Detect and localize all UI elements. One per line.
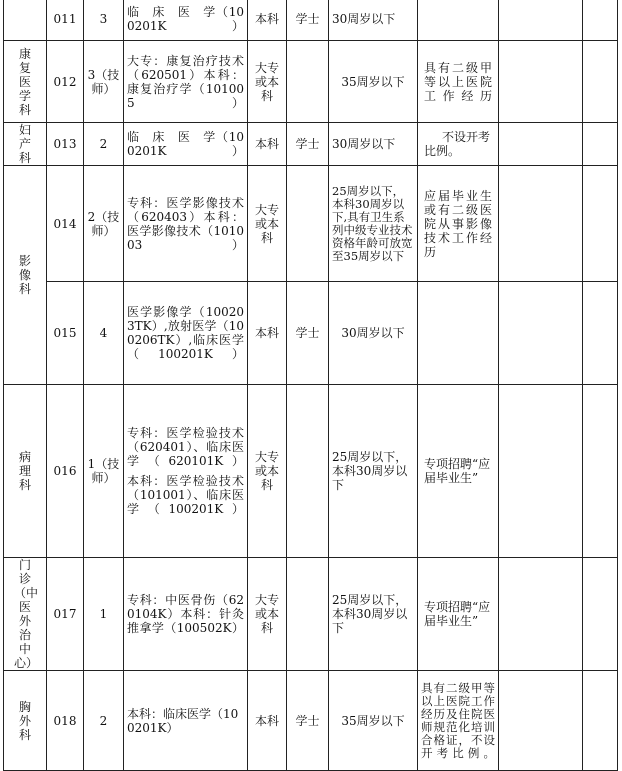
table-row xyxy=(4,671,618,771)
empty-cell xyxy=(583,558,618,671)
table-row xyxy=(4,385,618,558)
edu-cell: 大专或本科 xyxy=(248,166,287,282)
empty-cell xyxy=(499,166,583,282)
degree-cell: 学士 xyxy=(287,282,329,385)
empty-cell xyxy=(583,282,618,385)
count-cell: 2 xyxy=(84,671,124,771)
age-cell: 25周岁以下，本科30周岁以下,具有卫生系列中级专业技术资格年龄可放宽至35周岁以下 xyxy=(329,166,418,282)
age-cell: 25周岁以下，本科30周岁以下 xyxy=(329,385,418,558)
dept-cell: 影像科 xyxy=(4,166,47,385)
major-cell: 本科：临床医学（100201K） xyxy=(124,671,248,771)
other-cell: 专项招聘“应届毕业生” xyxy=(418,385,499,558)
dept-cell: 胸外科 xyxy=(4,671,47,771)
count-cell: 1（技师） xyxy=(84,385,124,558)
empty-cell xyxy=(499,671,583,771)
other-cell xyxy=(418,282,499,385)
other-cell: 具有二级甲等以上医院工作经历及住院医师规范化培训合格证，不设开考比例。 xyxy=(418,671,499,771)
table-row xyxy=(4,123,618,166)
age-cell: 30周岁以下 xyxy=(329,282,418,385)
code-cell: 011 xyxy=(47,0,84,41)
empty-cell xyxy=(499,385,583,558)
code-cell: 015 xyxy=(47,282,84,385)
edu-cell: 大专或本科 xyxy=(248,41,287,123)
dept-cell: 妇产科 xyxy=(4,123,47,166)
degree-cell xyxy=(287,166,329,282)
other-cell: 具有二级甲等以上医院工作经历 xyxy=(418,41,499,123)
major-cell: 临 床 医 学（100201K） xyxy=(124,123,248,166)
code-cell: 016 xyxy=(47,385,84,558)
age-cell: 35周岁以下 xyxy=(329,41,418,123)
count-cell: 2（技师） xyxy=(84,166,124,282)
empty-cell xyxy=(499,0,583,41)
dept-cell xyxy=(4,0,47,41)
count-cell: 3（技师） xyxy=(84,41,124,123)
table-row xyxy=(4,558,618,671)
dept-cell: 康复医学科 xyxy=(4,41,47,123)
empty-cell xyxy=(583,385,618,558)
code-cell: 017 xyxy=(47,558,84,671)
other-cell: 专项招聘“应届毕业生” xyxy=(418,558,499,671)
table-row xyxy=(4,41,618,123)
empty-cell xyxy=(583,0,618,41)
age-cell: 35周岁以下 xyxy=(329,671,418,771)
degree-cell: 学士 xyxy=(287,671,329,771)
table-row xyxy=(4,0,618,41)
age-cell: 30周岁以下 xyxy=(329,123,418,166)
other-cell: 应届毕业生或有二级医院从事影像技术工作经历 xyxy=(418,166,499,282)
empty-cell xyxy=(583,41,618,123)
code-cell: 012 xyxy=(47,41,84,123)
major-cell: 大专：康复治疗技术（620501）本科：康复治疗学（101005） xyxy=(124,41,248,123)
major-cell: 临 床 医 学（100201K） xyxy=(124,0,248,41)
empty-cell xyxy=(499,558,583,671)
count-cell: 1 xyxy=(84,558,124,671)
edu-cell: 本科 xyxy=(248,0,287,41)
other-cell xyxy=(418,0,499,41)
dept-cell: 病理科 xyxy=(4,385,47,558)
empty-cell xyxy=(499,282,583,385)
table-row xyxy=(4,166,618,282)
degree-cell xyxy=(287,41,329,123)
edu-cell: 本科 xyxy=(248,282,287,385)
count-cell: 2 xyxy=(84,123,124,166)
code-cell: 013 xyxy=(47,123,84,166)
empty-cell xyxy=(583,671,618,771)
degree-cell xyxy=(287,385,329,558)
other-cell: 不设开考比例。 xyxy=(418,123,499,166)
major-line: 专科：医学检验技术（620401）、临床医学（620101K） xyxy=(127,426,244,468)
dept-cell: 门诊（中医外治中心） xyxy=(4,558,47,671)
major-cell: 专科：中医骨伤（620104K）本科：针灸推拿学（100502K） xyxy=(124,558,248,671)
recruitment-table xyxy=(3,0,618,771)
edu-cell: 大专或本科 xyxy=(248,385,287,558)
age-cell: 30周岁以下 xyxy=(329,0,418,41)
code-cell: 014 xyxy=(47,166,84,282)
code-cell: 018 xyxy=(47,671,84,771)
degree-cell: 学士 xyxy=(287,0,329,41)
count-cell: 3 xyxy=(84,0,124,41)
edu-cell: 大专或本科 xyxy=(248,558,287,671)
edu-cell: 本科 xyxy=(248,123,287,166)
major-cell: 医学影像学（100203TK）,放射医学（100206TK）,临床医学（100201K） xyxy=(124,282,248,385)
count-cell: 4 xyxy=(84,282,124,385)
major-cell xyxy=(124,385,248,558)
empty-cell xyxy=(583,123,618,166)
edu-cell: 本科 xyxy=(248,671,287,771)
age-cell: 25周岁以下，本科30周岁以下 xyxy=(329,558,418,671)
major-line: 本科：医学检验技术（101001）、临床医学（100201K） xyxy=(127,474,244,516)
degree-cell: 学士 xyxy=(287,123,329,166)
empty-cell xyxy=(583,166,618,282)
degree-cell xyxy=(287,558,329,671)
empty-cell xyxy=(499,41,583,123)
table-row xyxy=(4,282,618,385)
empty-cell xyxy=(499,123,583,166)
major-cell: 专科：医学影像技术（620403）本科：医学影像技术（101003） xyxy=(124,166,248,282)
